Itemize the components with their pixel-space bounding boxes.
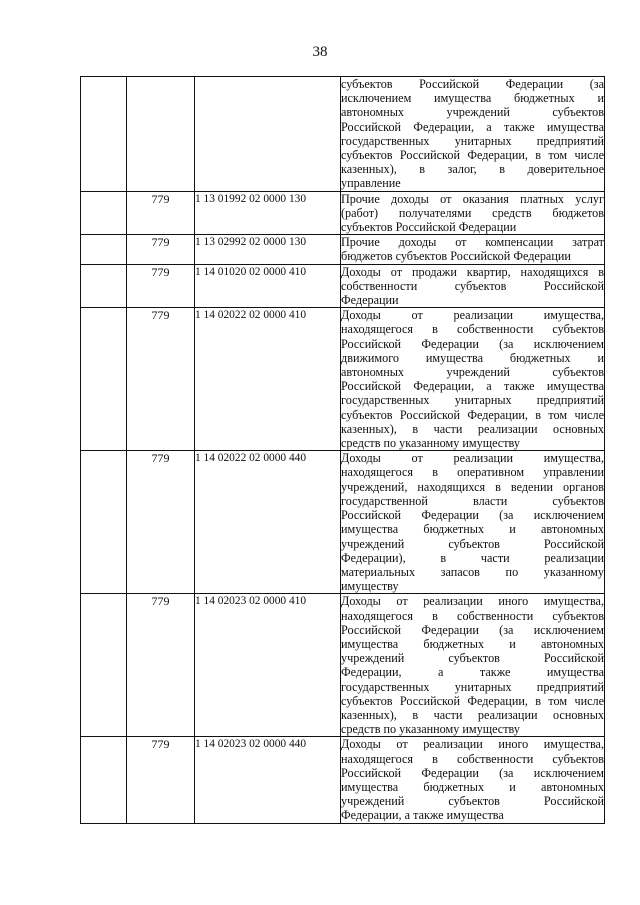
description-line: (работ) получателями средств бюджетов bbox=[341, 205, 604, 220]
revenue-description-cell bbox=[341, 77, 605, 192]
description-line: субъектов Российской Федерации bbox=[341, 220, 517, 235]
row-blank-cell bbox=[81, 191, 127, 235]
description-line: Российской Федерации (за исключением bbox=[341, 336, 604, 351]
revenue-code-cell: 1 13 01992 02 0000 130 bbox=[195, 191, 341, 235]
row-blank-cell bbox=[81, 594, 127, 737]
table-row bbox=[81, 235, 605, 264]
administrator-code-cell bbox=[127, 77, 195, 192]
table-row bbox=[81, 191, 605, 235]
row-blank-cell bbox=[81, 235, 127, 264]
description-line: Прочие доходы от оказания платных услуг bbox=[341, 191, 604, 206]
page-number: 38 bbox=[312, 44, 328, 60]
description-line: материальных запасов по указанному bbox=[341, 564, 604, 579]
description-line: Доходы от реализации имущества, bbox=[341, 308, 604, 323]
administrator-code-cell: 779 bbox=[127, 191, 195, 235]
description-line: государственных унитарных предприятий bbox=[341, 393, 604, 408]
description-line: учреждений, находящихся в ведении органов bbox=[341, 479, 604, 494]
administrator-code-cell: 779 bbox=[127, 235, 195, 264]
revenue-code-cell: 1 14 01020 02 0000 410 bbox=[195, 264, 341, 308]
description-line: субъектов Российской Федерации, в том числе bbox=[341, 693, 604, 708]
description-line: управление bbox=[341, 176, 401, 191]
revenue-description-cell bbox=[341, 308, 605, 451]
description-line: имущества бюджетных и автономных bbox=[341, 636, 604, 651]
description-line: автономных учреждений субъектов bbox=[341, 105, 604, 120]
description-line: Российской Федерации (за исключением bbox=[341, 765, 604, 780]
administrator-code-cell: 779 bbox=[127, 264, 195, 308]
revenue-description-cell bbox=[341, 191, 605, 235]
table-row bbox=[81, 264, 605, 308]
description-line: средств по указанному имуществу bbox=[341, 436, 520, 451]
description-line: государственной власти субъектов bbox=[341, 493, 604, 508]
row-blank-cell bbox=[81, 77, 127, 192]
description-line: учреждений субъектов Российской bbox=[341, 536, 604, 551]
row-blank-cell bbox=[81, 308, 127, 451]
row-blank-cell bbox=[81, 737, 127, 823]
administrator-code-cell: 779 bbox=[127, 594, 195, 737]
description-line: исключением имущества бюджетных и bbox=[341, 91, 604, 106]
description-line: находящегося в собственности субъектов bbox=[341, 751, 604, 766]
description-line: Российской Федерации, а также имущества bbox=[341, 119, 604, 134]
table-row bbox=[81, 737, 605, 823]
description-line: находящегося в собственности субъектов bbox=[341, 608, 604, 623]
description-line: субъектов Российской Федерации, в том числе bbox=[341, 407, 604, 422]
description-line: автономных учреждений субъектов bbox=[341, 365, 604, 380]
revenue-code-cell: 1 14 02023 02 0000 410 bbox=[195, 594, 341, 737]
description-line: средств по указанному имуществу bbox=[341, 722, 520, 737]
row-blank-cell bbox=[81, 264, 127, 308]
description-line: учреждений субъектов Российской bbox=[341, 794, 604, 809]
description-line: государственных унитарных предприятий bbox=[341, 679, 604, 694]
description-line: Доходы от реализации иного имущества, bbox=[341, 594, 604, 609]
description-line: Доходы от продажи квартир, находящихся в bbox=[341, 264, 604, 279]
description-line: собственности субъектов Российской bbox=[341, 278, 604, 293]
description-line: Доходы от реализации имущества, bbox=[341, 451, 604, 466]
table-row bbox=[81, 308, 605, 451]
description-line: Федерации), в части реализации bbox=[341, 550, 604, 565]
description-line: находящегося в оперативном управлении bbox=[341, 465, 604, 480]
revenue-description-cell bbox=[341, 737, 605, 823]
revenue-description-cell bbox=[341, 235, 605, 264]
revenue-description-cell bbox=[341, 264, 605, 308]
revenue-code-cell: 1 14 02022 02 0000 440 bbox=[195, 451, 341, 594]
description-line: бюджетов субъектов Российской Федерации bbox=[341, 249, 571, 264]
description-line: субъектов Российской Федерации (за bbox=[341, 77, 604, 91]
revenue-code-cell bbox=[195, 77, 341, 192]
description-line: находящегося в собственности субъектов bbox=[341, 322, 604, 337]
description-line: государственных унитарных предприятий bbox=[341, 133, 604, 148]
administrator-code-cell: 779 bbox=[127, 737, 195, 823]
description-line: Федерации bbox=[341, 293, 399, 308]
description-line: имущества бюджетных и автономных bbox=[341, 522, 604, 537]
revenue-codes-table bbox=[80, 76, 605, 824]
description-line: Российской Федерации, а также имущества bbox=[341, 379, 604, 394]
table-row bbox=[81, 594, 605, 737]
description-line: Федерации, а также имущества bbox=[341, 808, 504, 823]
description-line: казенных), в части реализации основных bbox=[341, 421, 604, 436]
revenue-code-cell: 1 14 02023 02 0000 440 bbox=[195, 737, 341, 823]
administrator-code-cell: 779 bbox=[127, 451, 195, 594]
administrator-code-cell: 779 bbox=[127, 308, 195, 451]
row-blank-cell bbox=[81, 451, 127, 594]
description-line: Российской Федерации (за исключением bbox=[341, 508, 604, 523]
description-line: имущества бюджетных и автономных bbox=[341, 779, 604, 794]
description-line: казенных), в части реализации основных bbox=[341, 707, 604, 722]
description-line: имуществу bbox=[341, 579, 399, 594]
revenue-description-cell bbox=[341, 451, 605, 594]
description-line: движимого имущества бюджетных и bbox=[341, 350, 604, 365]
description-line: субъектов Российской Федерации, в том числе bbox=[341, 148, 604, 163]
revenue-code-cell: 1 13 02992 02 0000 130 bbox=[195, 235, 341, 264]
table-row bbox=[81, 451, 605, 594]
revenue-description-cell bbox=[341, 594, 605, 737]
description-line: казенных), в залог, в доверительное bbox=[341, 162, 604, 177]
table-body bbox=[81, 77, 605, 824]
description-line: Российской Федерации (за исключением bbox=[341, 622, 604, 637]
description-line: Прочие доходы от компенсации затрат bbox=[341, 235, 604, 250]
revenue-code-cell: 1 14 02022 02 0000 410 bbox=[195, 308, 341, 451]
description-line: Федерации, а также имущества bbox=[341, 665, 604, 680]
description-line: Доходы от реализации иного имущества, bbox=[341, 737, 604, 752]
description-line: учреждений субъектов Российской bbox=[341, 651, 604, 666]
table-row bbox=[81, 77, 605, 192]
